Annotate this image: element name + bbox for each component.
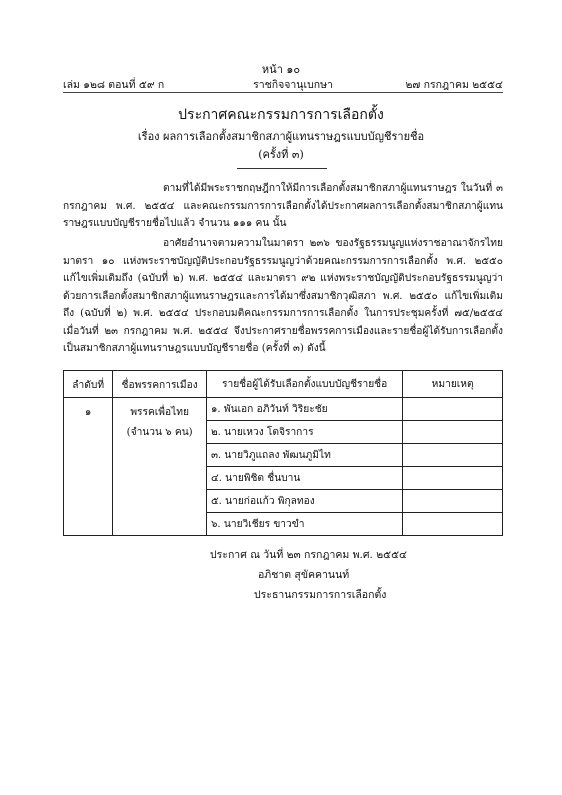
announcement-date: ประกาศ ณ วันที่ ๒๓ กรกฎาคม พ.ศ. ๒๕๕๔: [210, 549, 407, 561]
paragraph-authority: อาศัยอำนาจตามความในมาตรา ๒๓๖ ของรัฐธรรมนูญแห่งราชอาณาจักรไทย มาตรา ๑๐ แห่งพระราชบัญญัติประกอบรัฐธรรมนูญว่าด้วยคณะกรรมการการเลือกตั้ง พ.ศ. ๒๕๕๐ แก้ไขเพิ่มเติมถึง (ฉบับที่ ๒) พ.ศ. ๒๕๕๔ และมาตรา ๙๒ แห่งพระราชบัญญัติประกอบรัฐธรรมนูญว่าด้วยการเลือกตั้งสมาชิกสภาผู้แทนราษฎรและการได้มาซึ่งสมาชิกวุฒิสภา พ.ศ. ๒๕๕๐ แก้ไขเพิ่มเติมถึง (ฉบับที่ ๒) พ.ศ. ๒๕๕๔ ประกอบมติคณะกรรมการการเลือกตั้ง ในการประชุมครั้งที่ ๗๕/๒๕๕๔ เมื่อวันที่ ๒๓ กรกฎาคม พ.ศ. ๒๕๕๔ จึงประกาศรายชื่อพรรคการเมืองและรายชื่อผู้ได้รับการเลือกตั้งเป็นสมาชิกสภาผู้แทนราษฎรแบบบัญชีรายชื่อ (ครั้งที่ ๓) ดังนี้: [63, 238, 503, 354]
party-cell: [113, 398, 207, 536]
paragraph-background: ตามที่ได้มีพระราชกฤษฎีกาให้มีการเลือกตั้งสมาชิกสภาผู้แทนราษฎร ในวันที่ ๓ กรกฎาคม พ.ศ. ๒๕๕๔ และคณะกรรมการการเลือกตั้งได้ประกาศผลการเลือกตั้งสมาชิกสภาผู้แทนราษฎรแบบบัญชีรายชื่อไปแล้ว จำนวน ๑๑๑ คน นั้น: [63, 183, 503, 229]
header-order: ลำดับที่: [64, 371, 113, 398]
note-cell: [403, 467, 503, 490]
gazette-name: ราชกิจจานุเบกษา: [253, 79, 333, 91]
document-subject: เรื่อง ผลการเลือกตั้งสมาชิกสภาผู้แทนราษฎรแบบบัญชีรายชื่อ: [137, 130, 425, 143]
candidate-name: ๔. นายพิชิต ชื่นบาน: [206, 467, 402, 490]
note-cell: [403, 398, 503, 421]
results-table: [63, 370, 503, 536]
candidate-name: ๓. นายวิภูแถลง พัฒนภูมิไท: [206, 444, 402, 467]
signatory-name: อภิชาต สุขัคคานนท์: [258, 569, 350, 581]
document-round: (ครั้งที่ ๓): [258, 148, 304, 161]
table-row: [64, 398, 503, 421]
candidate-name: ๖. นายวิเชียร ขาวขำ: [206, 513, 402, 536]
signature-block: [210, 545, 490, 605]
note-cell: [403, 490, 503, 513]
publication-date: ๒๗ กรกฎาคม ๒๕๕๔: [405, 79, 503, 91]
party-count: (จำนวน ๖ คน): [126, 427, 193, 438]
header-divider: [63, 92, 503, 93]
candidate-name: ๑. พันเอก อภิวันท์ วิริยะชัย: [206, 398, 402, 421]
note-cell: [403, 421, 503, 444]
party-name: พรรคเพื่อไทย: [130, 407, 189, 418]
table-header-row: [64, 371, 503, 398]
header-party: ชื่อพรรคการเมือง: [113, 371, 207, 398]
volume-issue: เล่ม ๑๒๘ ตอนที่ ๕๙ ก: [63, 79, 165, 91]
party-order: ๑: [64, 398, 113, 536]
page-number: หน้า ๑๐: [261, 63, 301, 76]
title-divider: [237, 168, 327, 169]
candidate-name: ๒. นายเหวง โตจิราการ: [206, 421, 402, 444]
header-note: หมายเหตุ: [403, 371, 503, 398]
note-cell: [403, 513, 503, 536]
note-cell: [403, 444, 503, 467]
header-candidates: รายชื่อผู้ได้รับเลือกตั้งแบบบัญชีรายชื่อ: [206, 371, 402, 398]
candidate-name: ๕. นายก่อแก้ว พิกุลทอง: [206, 490, 402, 513]
signatory-position: ประธานกรรมการการเลือกตั้ง: [254, 589, 387, 601]
document-title: ประกาศคณะกรรมการการเลือกตั้ง: [178, 107, 384, 123]
